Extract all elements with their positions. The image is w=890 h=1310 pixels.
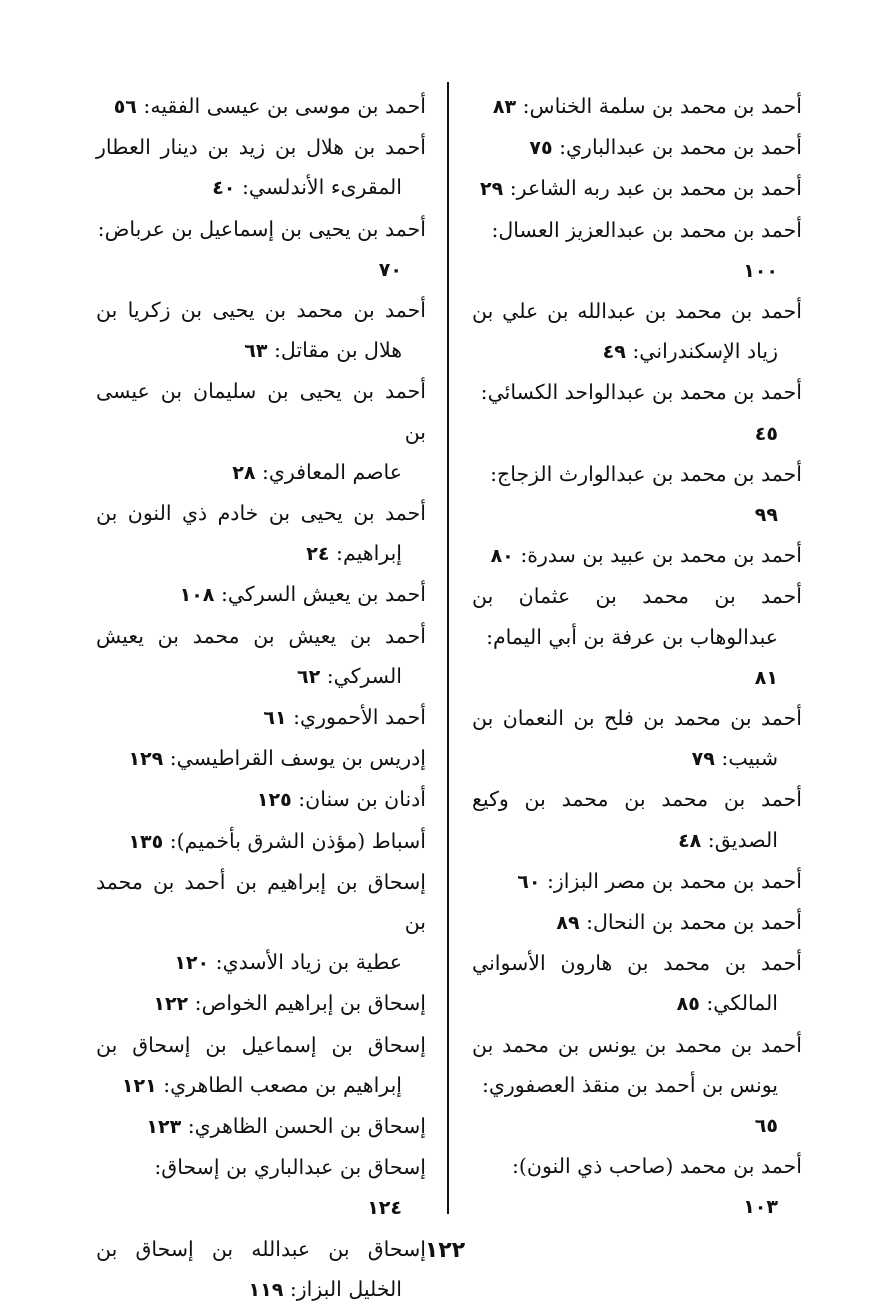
index-entry	[472, 210, 802, 291]
index-entry	[96, 290, 426, 371]
entry-page-number: ٦٠	[517, 870, 541, 893]
entry-page-number: ٦١	[263, 707, 287, 730]
entry-page-number: ٤٥	[754, 422, 778, 445]
index-entry	[472, 576, 802, 698]
entry-page-number: ١٢٢	[153, 993, 189, 1016]
entry-page-number: ٥٦	[113, 96, 137, 118]
entry-page-number: ١٢١	[121, 1074, 157, 1097]
entry-name: أحمد بن يحيى بن خادم ذي النون بن	[96, 501, 426, 526]
entry-page-number: ٨٣	[492, 96, 517, 118]
index-entry	[472, 535, 802, 576]
entry-name: أحمد بن محمد بن عبدالله بن علي بن	[472, 299, 802, 324]
entry-name: أحمد بن هلال بن زيد بن دينار العطار	[96, 135, 426, 160]
entry-page-number: ٦٥	[754, 1115, 778, 1138]
entry-name: أحمد بن يعيش بن محمد بن يعيش	[96, 623, 426, 648]
entry-name: أحمد بن يعيش السركي:	[220, 582, 426, 607]
entry-page-number: ٦٢	[296, 665, 321, 688]
entry-page-number: ٦٣	[244, 340, 268, 363]
entry-name: إبراهيم:	[336, 541, 402, 566]
index-entry	[96, 738, 426, 779]
entry-name: أحمد بن محمد بن عبدالعزيز العسال:	[491, 217, 802, 242]
entry-page-number: ٢٤	[306, 543, 330, 566]
entry-name: أحمد بن محمد بن عبدالباري:	[559, 135, 802, 160]
entry-page-number: ١٢٠	[174, 952, 210, 975]
entry-page-number: ٩٩	[754, 504, 778, 527]
index-entry	[96, 86, 426, 127]
entry-page-number: ٧٠	[378, 258, 402, 281]
entry-page-number: ٨٠	[490, 545, 514, 568]
entry-name: أحمد بن محمد بن عبيد بن سدرة:	[520, 543, 802, 568]
index-entry	[96, 1025, 426, 1106]
entry-name: أحمد الأحموري:	[293, 705, 426, 730]
index-entry	[472, 86, 802, 127]
entry-page-number: ٧٥	[529, 137, 553, 160]
entry-name: أحمد بن محمد بن عبد ربه الشاعر:	[509, 176, 802, 201]
entry-name: إسحاق بن إسماعيل بن إسحاق بن	[96, 1032, 426, 1057]
entry-name: أحمد بن محمد بن يحيى بن زكريا بن	[96, 298, 426, 323]
entry-name: أحمد بن يحيى بن إسماعيل بن عرباض:	[97, 216, 426, 241]
index-column-left	[96, 86, 426, 1310]
column-divider	[447, 82, 449, 1214]
index-entry	[96, 1106, 426, 1147]
index-entry	[96, 127, 426, 208]
index-entry	[96, 493, 426, 574]
entry-page-number: ١٣٥	[128, 830, 164, 853]
index-entry	[472, 943, 802, 1024]
index-entry	[472, 861, 802, 902]
index-entry	[472, 454, 802, 535]
entry-name: أحمد بن محمد بن هارون الأسواني	[472, 951, 802, 976]
entry-name: السركي:	[326, 663, 402, 688]
entry-name: أحمد بن محمد بن عبدالواحد الكسائي:	[480, 380, 802, 405]
entry-name: أسباط (مؤذن الشرق بأخميم):	[169, 828, 426, 853]
entry-name: إسحاق بن إبراهيم بن أحمد بن محمد بن	[96, 869, 426, 935]
index-entry	[96, 616, 426, 697]
entry-name: أحمد بن موسى بن عيسى الفقيه:	[143, 94, 426, 118]
index-entry	[96, 574, 426, 615]
index-entry	[472, 1025, 802, 1147]
index-entry	[472, 902, 802, 943]
index-entry	[96, 821, 426, 862]
entry-name: الخليل البزاز:	[289, 1276, 402, 1301]
entry-page-number: ٨٥	[676, 993, 700, 1016]
entry-page-number: ٢٨	[232, 461, 256, 484]
entry-name: إدريس بن يوسف القراطيسي:	[169, 746, 426, 771]
index-entry	[472, 779, 802, 860]
entry-name: عاصم المعافري:	[261, 459, 402, 484]
index-entry	[96, 983, 426, 1024]
index-entry	[472, 698, 802, 779]
entry-name: أحمد بن محمد بن محمد بن وكيع	[472, 787, 802, 812]
entry-name: عبدالوهاب بن عرفة بن أبي اليمام:	[486, 624, 778, 649]
index-entry	[96, 371, 426, 493]
entry-name: عطية بن زياد الأسدي:	[215, 950, 402, 975]
entry-page-number: ١٢٣	[146, 1116, 182, 1139]
index-entry	[96, 209, 426, 290]
entry-name: إسحاق بن عبدالباري بن إسحاق:	[154, 1155, 426, 1180]
entry-page-number: ٢٩	[480, 178, 504, 201]
entry-page-number: ٧٩	[691, 748, 715, 771]
entry-page-number: ١١٩	[248, 1278, 284, 1301]
entry-page-number: ١٠٨	[179, 584, 215, 607]
entry-page-number: ٤٩	[602, 341, 626, 364]
entry-name: الصديق:	[707, 827, 778, 852]
entry-name: شبيب:	[721, 746, 778, 771]
index-column-right	[472, 86, 802, 1228]
entry-name: إسحاق بن عبدالله بن إسحاق بن	[96, 1236, 426, 1261]
index-entry	[96, 862, 426, 984]
entry-page-number: ١٠٠	[743, 259, 778, 282]
entry-name: يونس بن أحمد بن منقذ العصفوري:	[481, 1072, 778, 1097]
index-entry	[96, 1147, 426, 1228]
page-number: ١٢٢	[424, 1238, 466, 1263]
index-entry	[472, 291, 802, 372]
entry-name: أحمد بن محمد بن عثمان بن	[472, 584, 802, 609]
entry-page-number: ٤٠	[212, 177, 236, 200]
entry-page-number: ١٠٣	[743, 1196, 778, 1219]
index-entry	[472, 127, 802, 168]
entry-page-number: ١٢٩	[128, 748, 164, 771]
entry-name: المالكي:	[706, 991, 778, 1016]
entry-name: أحمد بن محمد بن النحال:	[586, 910, 802, 935]
entry-name: إسحاق بن الحسن الظاهري:	[187, 1114, 426, 1139]
entry-page-number: ٤٨	[678, 829, 702, 852]
entry-name: أحمد بن محمد بن عبدالوارث الزجاج:	[490, 461, 802, 486]
entry-name: أحمد بن محمد بن مصر البزاز:	[546, 868, 802, 893]
entry-page-number: ٨٩	[556, 912, 580, 935]
entry-name: هلال بن مقاتل:	[273, 338, 402, 363]
entry-page-number: ١٢٤	[367, 1197, 402, 1220]
entry-name: أحمد بن محمد بن يونس بن محمد بن	[472, 1032, 802, 1057]
index-entry	[472, 372, 802, 453]
entry-page-number: ٨١	[754, 666, 778, 689]
index-entry	[472, 1146, 802, 1227]
entry-name: المقرىء الأندلسي:	[241, 175, 402, 200]
index-entry	[96, 697, 426, 738]
entry-name: أحمد بن يحيى بن سليمان بن عيسى بن	[96, 379, 426, 444]
entry-name: أدنان بن سنان:	[298, 787, 426, 812]
entry-name: إبراهيم بن مصعب الطاهري:	[163, 1072, 402, 1097]
entry-name: أحمد بن محمد بن سلمة الخناس:	[522, 94, 802, 118]
entry-name: إسحاق بن إبراهيم الخواص:	[194, 991, 426, 1016]
entry-name: أحمد بن محمد (صاحب ذي النون):	[511, 1154, 802, 1179]
entry-name: زياد الإسكندراني:	[632, 339, 778, 364]
index-entry	[472, 168, 802, 209]
entry-page-number: ١٢٥	[256, 789, 292, 812]
entry-name: أحمد بن محمد بن فلح بن النعمان بن	[472, 706, 802, 731]
index-entry	[96, 779, 426, 820]
